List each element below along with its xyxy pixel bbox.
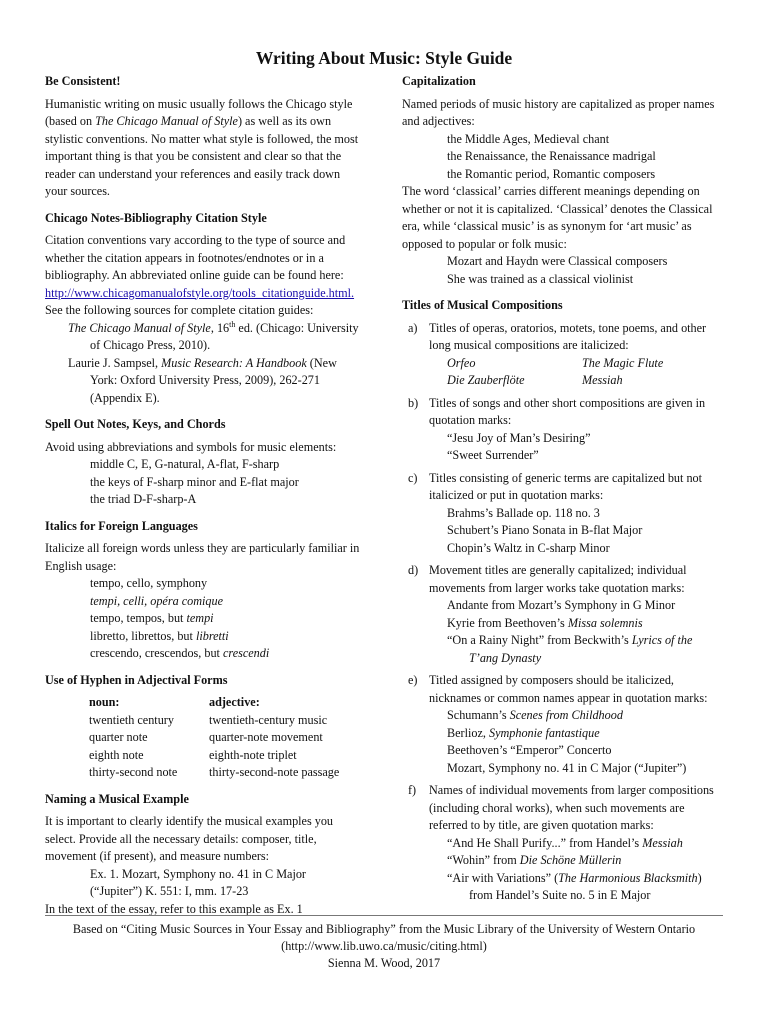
text: ) xyxy=(697,870,702,885)
titles-list xyxy=(402,320,722,905)
example-line xyxy=(45,610,363,628)
footer-divider xyxy=(45,915,723,916)
table-header-row xyxy=(89,694,339,712)
section-hyphen xyxy=(45,672,363,782)
italic-text: Symphonie fantastique xyxy=(488,725,600,740)
italic-text: Missa solemnis xyxy=(567,615,643,630)
paragraph xyxy=(45,96,363,201)
table-cell: quarter-note movement xyxy=(209,730,323,744)
paragraph: Titles of operas, oratorios, motets, tone poems, and other long musical compositions are italicized: xyxy=(429,320,707,352)
example-line: Mozart and Haydn were Classical composers xyxy=(447,254,668,268)
table-cell: thirty-second note xyxy=(89,765,178,779)
paragraph: See the following sources for complete citation guides: xyxy=(45,303,314,317)
list-label: e) xyxy=(408,673,418,687)
text: crescendo, crescendos, but xyxy=(90,646,223,660)
text: “Air with Variations” ( xyxy=(447,870,559,885)
italic-text: T’ang Dynasty xyxy=(469,650,542,665)
footer-source: Based on “Citing Music Sources in Your Essay and Bibliography” from the Music Library of the University of Western Ontario xyxy=(72,922,696,936)
list-item xyxy=(402,470,722,558)
section-heading: Be Consistent! xyxy=(45,74,121,88)
paragraph: Movement titles are generally capitalized; individual movements from larger works take quotation marks: xyxy=(429,563,687,595)
table-row xyxy=(89,729,339,747)
paragraph: Titles consisting of generic terms are capitalized but not italicized or put in quotation marks: xyxy=(429,470,703,502)
text: “And He Shall Purify...” from Handel’s xyxy=(447,835,643,850)
italic-text: tempi, celli, opéra comique xyxy=(90,593,224,608)
italic-text: The Chicago Manual of Style xyxy=(68,320,211,335)
section-chicago xyxy=(45,210,363,408)
citation-1 xyxy=(45,320,363,355)
text: Humanistic writing on music usually follows the Chicago style (based on xyxy=(45,96,353,128)
italic-text: The Chicago Manual of Style xyxy=(95,114,238,128)
work-title: Messiah xyxy=(582,373,623,387)
list-item xyxy=(402,672,722,777)
text: “Wohin” from xyxy=(447,853,520,867)
table-cell: eighth note xyxy=(89,747,144,762)
work-title: Orfeo xyxy=(447,355,476,370)
list-item xyxy=(402,782,722,905)
example-line xyxy=(429,650,722,668)
italic-text: Messiah xyxy=(642,835,683,850)
section-heading: Titles of Musical Compositions xyxy=(402,298,563,312)
paragraph: In the text of the essay, refer to this example as Ex. 1 xyxy=(45,901,303,916)
example-line: the triad D-F-sharp-A xyxy=(90,492,197,506)
text: ) as well as its own stylistic conventions. No matter what style is followed, the most important thing is that you be consistent and clear so that the reader can understand your references and easily track down your sources. xyxy=(45,114,359,198)
hyphen-table xyxy=(89,694,339,782)
example-line: the keys of F-sharp minor and E-flat major xyxy=(90,474,299,489)
example-line: “Jesu Joy of Man’s Desiring” xyxy=(447,430,591,445)
section-spell-out xyxy=(45,416,363,509)
text: Kyrie from Beethoven’s xyxy=(447,615,568,630)
table-row xyxy=(89,764,339,782)
section-heading: Naming a Musical Example xyxy=(45,791,189,806)
text: Berlioz, xyxy=(447,725,489,740)
table-cell: thirty-second-note passage xyxy=(209,765,340,779)
table-row xyxy=(89,712,339,730)
section-musical-example xyxy=(45,791,363,919)
example-line: (“Jupiter”) K. 551: I, mm. 17-23 xyxy=(90,884,249,898)
example-line: “Sweet Surrender” xyxy=(447,448,539,462)
list-label: f) xyxy=(408,783,417,797)
example-line xyxy=(429,852,722,870)
italic-text: Scenes from Childhood xyxy=(509,708,623,722)
section-capitalization xyxy=(402,73,722,288)
list-label: d) xyxy=(408,563,419,577)
example-line: the Renaissance, the Renaissance madrigal xyxy=(447,149,656,163)
example-line xyxy=(429,835,722,853)
italic-text: Lyrics of the xyxy=(631,633,693,647)
text: (New York: Oxford University Press, 2009), 262-271 (Appendix E). xyxy=(90,355,337,405)
example-line: middle C, E, G-natural, A-flat, F-sharp xyxy=(90,457,280,471)
citation-2 xyxy=(45,355,363,408)
paragraph: Italicize all foreign words unless they are particularly familiar in English usage: xyxy=(45,541,360,573)
italic-text: tempi xyxy=(186,611,214,625)
left-column xyxy=(45,73,363,927)
italic-text: Die Schöne Müllerin xyxy=(519,853,622,867)
text: Citation conventions vary according to the type of source and whether the citation appears in footnotes/endnotes or in a bibliography. An abbreviated online guide can be found here: xyxy=(45,233,346,282)
table-row xyxy=(89,747,339,765)
example-line xyxy=(45,645,363,663)
example-line: Ex. 1. Mozart, Symphony no. 41 in C Major xyxy=(90,866,306,881)
paragraph: Avoid using abbreviations and symbols for music elements: xyxy=(45,439,337,454)
text: ed. (Chicago: University of Chicago Press, 2010). xyxy=(90,320,359,352)
example-line: from Handel’s Suite no. 5 in E Major xyxy=(469,888,651,902)
example-line: Mozart, Symphony no. 41 in C Major (“Jupiter”) xyxy=(447,760,687,775)
list-label: c) xyxy=(408,470,418,485)
paragraph: Names of individual movements from larger compositions (including choral works), when such movements are referred to by title, are given quotation marks: xyxy=(429,783,714,832)
paragraph: Titles of songs and other short compositions are given in quotation marks: xyxy=(429,395,706,427)
section-heading: Spell Out Notes, Keys, and Chords xyxy=(45,417,226,431)
example-line xyxy=(45,628,363,646)
superscript: th xyxy=(229,319,236,329)
example-line xyxy=(429,870,722,888)
list-item xyxy=(402,395,722,465)
paragraph: The word ‘classical’ carries different meanings depending on whether or not it is capitalized. ‘Classical’ denotes the Classical era, while ‘classical music’ is as synonym for ‘art music’ as opposed to popular or folk music: xyxy=(402,184,713,251)
example-line: the Middle Ages, Medieval chant xyxy=(447,131,610,146)
footer-author: Sienna M. Wood, 2017 xyxy=(327,956,441,970)
text: “On a Rainy Night” from Beckwith’s xyxy=(447,633,632,647)
text: libretto, librettos, but xyxy=(90,628,196,643)
text: , 16 xyxy=(210,320,230,335)
example-line: tempo, cello, symphony xyxy=(90,576,208,590)
list-item xyxy=(402,562,722,667)
example-line xyxy=(429,725,722,743)
list-item xyxy=(402,320,722,390)
section-heading: Use of Hyphen in Adjectival Forms xyxy=(45,672,228,687)
paragraph: It is important to clearly identify the musical examples you select. Provide all the necessary details: composer, title, movement (if present), and measure numbers: xyxy=(45,814,334,863)
column-header-noun: noun: xyxy=(89,695,120,709)
column-header-adjective: adjective: xyxy=(209,695,260,709)
table-row xyxy=(447,355,663,373)
example-line: She was trained as a classical violinist xyxy=(447,271,634,286)
footer-url: (http://www.lib.uwo.ca/music/citing.html) xyxy=(281,939,487,953)
text: tempo, tempos, but xyxy=(90,611,187,625)
text: Schumann’s xyxy=(447,708,510,722)
work-title: The Magic Flute xyxy=(582,355,664,370)
example-line: Brahms’s Ballade op. 118 no. 3 xyxy=(447,505,600,520)
example-line xyxy=(429,615,722,633)
example-line: Beethoven’s “Emperor” Concerto xyxy=(447,743,612,757)
work-title: Die Zauberflöte xyxy=(447,373,525,387)
paragraph xyxy=(45,232,363,302)
example-line xyxy=(45,593,363,611)
section-heading: Italics for Foreign Languages xyxy=(45,518,198,533)
section-titles xyxy=(402,297,722,905)
section-italics xyxy=(45,518,363,663)
italic-text: libretti xyxy=(195,628,229,643)
paragraph: Named periods of music history are capitalized as proper names and adjectives: xyxy=(402,96,715,128)
italic-text: crescendi xyxy=(223,646,270,660)
list-label: a) xyxy=(408,320,418,335)
right-column xyxy=(402,73,722,914)
table-row xyxy=(447,372,663,390)
list-label: b) xyxy=(408,395,419,410)
table-cell: eighth-note triplet xyxy=(209,747,297,762)
table-cell: twentieth century xyxy=(89,712,174,727)
text: Laurie J. Sampsel, xyxy=(68,355,162,370)
example-line xyxy=(429,632,722,650)
section-heading: Chicago Notes-Bibliography Citation Style xyxy=(45,210,267,225)
example-line xyxy=(429,707,722,725)
footer xyxy=(45,921,723,972)
section-be-consistent xyxy=(45,73,363,201)
example-line: Schubert’s Piano Sonata in B-flat Major xyxy=(447,523,643,537)
italic-text: The Harmonious Blacksmith xyxy=(558,870,698,885)
italic-text: Music Research: A Handbook xyxy=(161,355,307,370)
example-line: Andante from Mozart’s Symphony in G Minor xyxy=(447,598,676,612)
example-line: Chopin’s Waltz in C-sharp Minor xyxy=(447,540,610,555)
section-heading: Capitalization xyxy=(402,74,476,88)
page-title: Writing About Music: Style Guide xyxy=(255,48,513,68)
table-cell: twentieth-century music xyxy=(209,712,328,727)
works-table xyxy=(447,355,663,390)
paragraph: Titled assigned by composers should be italicized, nicknames or common names appear in quotation marks: xyxy=(429,673,708,705)
citation-guide-link[interactable]: http://www.chicagomanualofstyle.org/tools_citationguide.html. xyxy=(45,285,355,300)
table-cell: quarter note xyxy=(89,730,148,744)
example-line: the Romantic period, Romantic composers xyxy=(447,166,656,181)
